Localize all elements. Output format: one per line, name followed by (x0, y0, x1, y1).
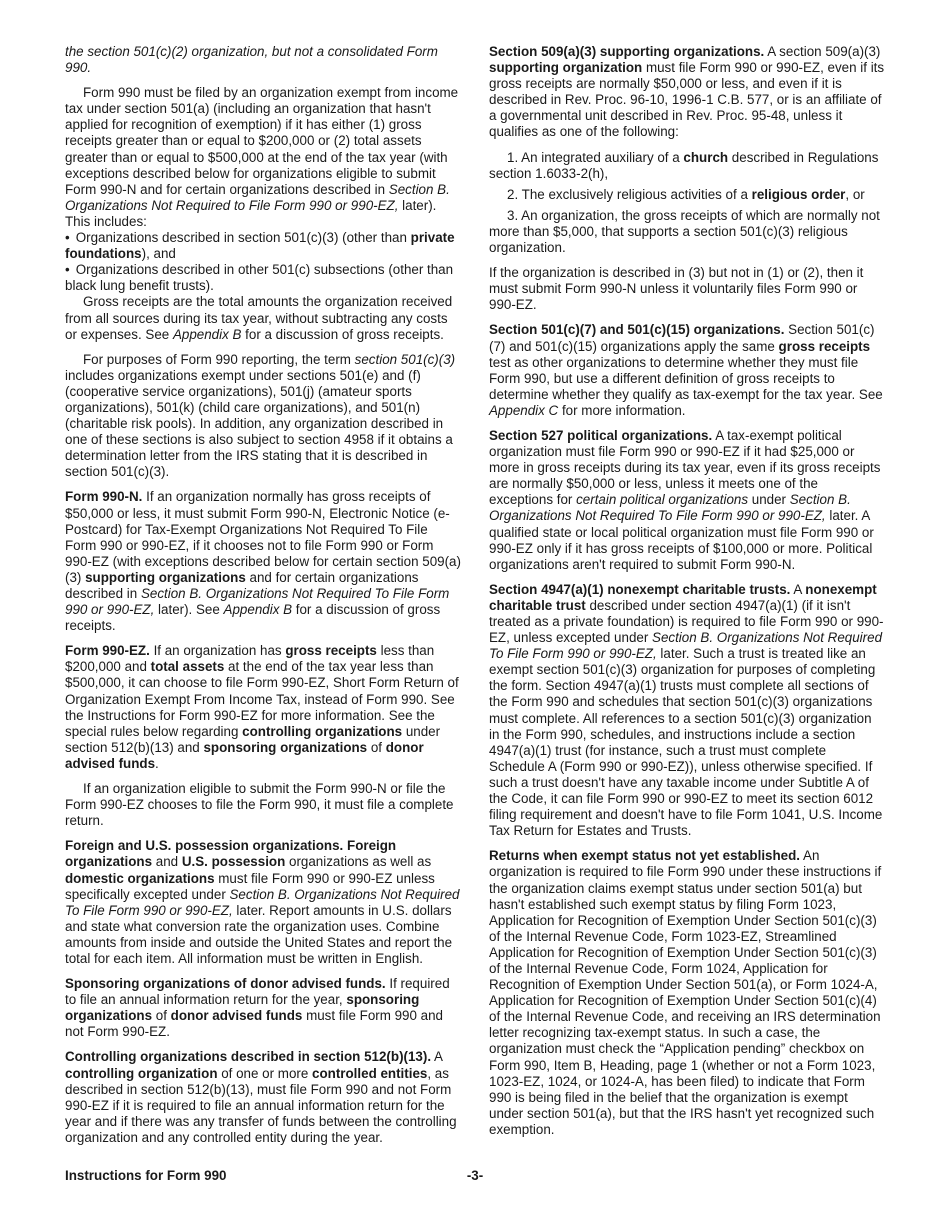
exempt-status-paragraph: Returns when exempt status not yet established. An organization is required to file Form 990 under these instructions if the organization claims exempt status under section 501(a) but hasn't established such exempt status by filing Form 1023, Application for Recognition of Exemption Under Section 501(c)(3) of the Internal Revenue Code, Form 1023-EZ, Streamlined Application for Recognition of Exemption Under Section 501(c)(3) of the Internal Revenue Code, Form 1024, Application for Recognition of Exemption Under Section 501(a), or Form 1024-A, Application for Recognition of Exemption Under Section 501(c)(4) of the Internal Revenue Code, and receiving an IRS determination letter recognizing tax-exempt status. In such a case, the organization must check the “Application pending” checkbox on Form 990, Item B, Heading, page 1 (whether or not a Form 1023, 1023-EZ, 1024, or 1024-A, has been filed) to indicate that Form 990 is being filed in the belief that the organization is exempt under section 501(a), but that the IRS hasn't yet recognized such exemption. (489, 848, 882, 1137)
numbered-item: 2. The exclusively religious activities of a religious order, or (507, 186, 865, 202)
list-item: • Organizations described in section 501(c)(3) (other than private foundations), and (65, 230, 461, 262)
page-footer (65, 1168, 885, 1186)
sponsoring-orgs-paragraph: Sponsoring organizations of donor advised funds. If required to file an annual information return for the year, sponsoring organizations of donor advised funds must file Form 990 and not Form 990-EZ. (65, 976, 450, 1040)
right-column (489, 44, 885, 1147)
form-990ez-paragraph: Form 990-EZ. If an organization has gross receipts less than $200,000 and total assets at the end of the tax year less than $500,000, it can choose to file Form 990-EZ, Short Form Return of Organization Exempt From Income Tax, instead of Form 990. See the Instructions for Form 990-EZ for more information. See the special rules below regarding controlling organizations under section 512(b)(13) and sponsoring organizations of donor advised funds. (65, 643, 459, 771)
page-number: -3- (466, 1168, 484, 1183)
filing-requirement-paragraph: Form 990 must be filed by an organization exempt from income tax under section 501(a) (including an organization that hasn't applied for recognition of exemption) if it has either (1) gross receipts greater than or equal to $200,000 or (2) total assets greater than or equal to $500,000 at the end of the tax year (with exceptions described below for organizations eligible to submit Form 990-N and for certain organizations described in Section B. Organizations Not Required to File Form 990 or 990-EZ, later). This includes: (65, 85, 459, 229)
section-501c3-paragraph: For purposes of Form 990 reporting, the term section 501(c)(3) includes organizations exempt under sections 501(e) and (f) (cooperative service organizations), 501(j) (amateur sports organizations), 501(k) (child care organizations), and 501(n) (charitable risk pools). In addition, any organization described in one of these sections is also subject to section 4958 if it obtains a determination letter from the IRS stating that it is described in section 501(c)(3). (65, 351, 456, 480)
form-990n-exception-paragraph: If the organization is described in (3) but not in (1) or (2), then it must submit Form 990-N unless it voluntarily files Form 990 or 990-EZ. (489, 265, 864, 313)
numbered-item: 3. An organization, the gross receipts of which are normally not more than $5,000, that supports a section 501(c)(3) religious organization. (489, 207, 880, 256)
eligible-org-paragraph: If an organization eligible to submit the Form 990-N or file the Form 990-EZ chooses to file the Form 990, it must file a complete return. (65, 781, 454, 829)
section-4947-paragraph: Section 4947(a)(1) nonexempt charitable trusts. A nonexempt charitable trust described under section 4947(a)(1) (if it isn't treated as a private foundation) is required to file Form 990 or 990-EZ, unless excepted under Section B. Organizations Not Required To File Form 990 or 990-EZ, later. Such a trust is treated like an exempt section 501(c)(3) organization for purposes of completing the form. Section 4947(a)(1) trusts must complete all sections of the Form 990 and schedules that section 501(c)(3) organizations must complete. All references to a section 501(c)(3) organization in the Form 990, schedules, and instructions include a section 4947(a)(1) trust (for instance, such a trust must complete Schedule A (Form 990 or 990-EZ)), unless otherwise specified. If such a trust doesn't have any taxable income under Subtitle A of the Code, it can file Form 990 or 990-EZ to meet its section 6012 filing requirement and doesn't have to file Form 1041, U.S. Income Tax Return for Estates and Trusts. (489, 581, 884, 839)
numbered-item: 1. An integrated auxiliary of a church described in Regulations section 1.6033-2(h), (489, 149, 879, 181)
left-column (65, 44, 461, 1155)
controlling-orgs-paragraph: Controlling organizations described in section 512(b)(13). A controlling organization of one or more controlled entities, as described in section 512(b)(13), must file Form 990 and not Form 990-EZ if it is required to file an annual information return for the year and if there was any transfer of funds between the controlling organization and any controlled entity during the year. (65, 1049, 457, 1145)
gross-receipts-paragraph: Gross receipts are the total amounts the organization received from all sources during its tax year, without subtracting any costs or expenses. See Appendix B for a discussion of gross receipts. (65, 294, 453, 342)
section-527-paragraph: Section 527 political organizations. A tax-exempt political organization must file Form 990 or 990-EZ if it had $25,000 or more in gross receipts during its tax year, even if its gross receipts are normally $50,000 or less, unless it meets one of the exceptions for certain political organizations under Section B. Organizations Not Required To File Form 990 or 990-EZ, later. A qualified state or local political organization must file Form 990 or 990-EZ only if it has gross receipts of $100,000 or more. Political organizations aren't required to submit Form 990-N. (489, 427, 881, 572)
form-990n-paragraph: Form 990-N. If an organization normally has gross receipts of $50,000 or less, it must submit Form 990-N, Electronic Notice (e-Postcard) for Tax-Exempt Organizations Not Required To File Form 990 or 990-EZ, if it chooses not to file Form 990 or Form 990-EZ (with exceptions described below for certain section 509(a)(3) supporting organizations and for certain organizations described in Section B. Organizations Not Required To File Form 990 or 990-EZ, later). See Appendix B for a discussion of gross receipts. (65, 489, 461, 634)
section-501c7-paragraph: Section 501(c)(7) and 501(c)(15) organizations. Section 501(c)(7) and 501(c)(15) organizations apply the same gross receipts test as other organizations to determine whether they must file Form 990, but use a different definition of gross receipts to determine whether they qualify as tax-exempt for the tax year. See Appendix C for more information. (489, 322, 883, 418)
continuation-paragraph: the section 501(c)(2) organization, but not a consolidated Form 990. (65, 44, 438, 76)
list-item: • Organizations described in other 501(c) subsections (other than black lung benefit trusts). (65, 262, 461, 294)
foreign-orgs-paragraph: Foreign and U.S. possession organizations. Foreign organizations and U.S. possession organizations as well as domestic organizations must file Form 990 or 990-EZ unless specifically excepted under Section B. Organizations Not Required To File Form 990 or 990-EZ, later. Report amounts in U.S. dollars and state what conversion rate the organization uses. Combine amounts from inside and outside the United States and report the total for each item. All information must be written in English. (65, 838, 460, 966)
supporting-orgs-paragraph: Section 509(a)(3) supporting organizations. A section 509(a)(3) supporting organization must file Form 990 or 990-EZ, even if its gross receipts are normally $50,000 or less, and even if it is described in Rev. Proc. 96-10, 1996-1 C.B. 577, or is an affiliate of a governmental unit described in Rev. Proc. 95-48, unless it qualifies as one of the following: (489, 44, 885, 140)
footer-title: Instructions for Form 990 (65, 1168, 227, 1183)
